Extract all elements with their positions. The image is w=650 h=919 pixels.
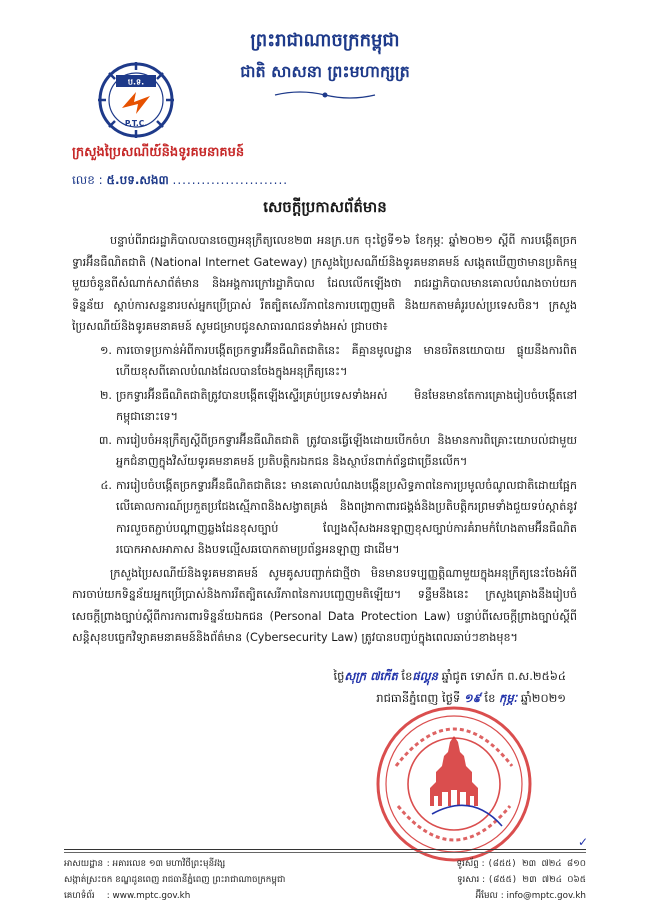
list-item [72, 475, 577, 561]
item-number: ៣. [98, 433, 112, 447]
city-label: រាជធានីភ្នំពេញ ថ្ងៃទី [376, 691, 461, 705]
address-label: អាសយដ្ឋាន [64, 859, 104, 869]
national-motto: ជាតិ សាសនា ព្រះមហាក្សត្រ [240, 62, 410, 81]
item-text: ការរៀបចំបង្កើតច្រកទ្វារអ៊ីនធឺណិតជាតិនេះ មានគោលបំណងបង្កើនប្រសិទ្ធភាពនៃការប្រមូលចំណូលជាតិដោយផ្អែកលើគោលការណ៍ប្រកួតប្រជែងស្មើភាពនិងសង្វាតគ្រង់ និងពង្រាកាពារជង្គង់និងប្រតិបត្តិករព្រមទាំងជួយទប់ស្កាត់នូវការលួចតភ្ជាប់បណ្តាញឆ្លងដែនខុសច្បាប់ ល្បែងស៊ីសងអនឡាញខុសច្បាប់ការគំរាមកំហែងតាមអ៊ីនធឺណិត របោកអាសអាភាស និងបទល្មើសឆបោកតាមប្រព័ន្ធអនឡាញ ជាដើម។ [116, 478, 577, 556]
item-number: ២. [99, 388, 112, 402]
month-label: ខែ [484, 691, 496, 705]
item-text: ការរៀបចំអនុក្រឹត្យស្តីពីច្រកទ្វារអ៊ីនធឺណិតជាតិ ត្រូវបានធ្វើឡើងដោយបើកចំហ និងមានការពិគ្រោះយោបល់ជាមួយអ្នកជំនាញក្នុងវិស័យទូរគមនាគមន៍ ប្រតិបត្តិករឯកជន និងស្ថាប័នពាក់ព័ន្ធជាច្រើនលើក។ [116, 433, 577, 468]
address-value: : អគារលេខ ១៣ មហាវិថីព្រះមុនីវង្ស [106, 859, 226, 869]
month-handwritten: កុម្ភៈ [499, 691, 518, 705]
day-handwritten: ១៩ [463, 691, 481, 705]
tel-label: ទូរស័ព្ទ : [456, 859, 485, 869]
list-item [72, 430, 577, 473]
item-number: ១. [99, 343, 112, 357]
ministry-logo-icon [96, 60, 176, 140]
address-line-2: សង្កាត់ស្រះចក ខណ្ឌដូនពេញ រាជធានីភ្នំពេញ ព្រះរាជាណាចក្រកម្ពុជា [64, 875, 286, 885]
tel-value: (៨៥៥) ២៣ ៧២៤ ៨១០ [487, 859, 586, 869]
lunar-day-handwritten: សុក្រ ៧កើត [344, 669, 398, 683]
item-text: ការចោទប្រកាន់អំពីការបង្កើតច្រកទ្វារអ៊ីនធឺណិតជាតិនេះ គឺគ្មានមូលដ្ឋាន មានចរិតនយោបាយ ផ្ទុយនឹងការពិត ហើយខុសពីគោលបំណងដែលបានចែងក្នុងអនុក្រឹត្យនេះ។ [116, 343, 577, 378]
official-seal-icon [372, 702, 536, 866]
closing-paragraph: ក្រសួងប្រៃសណីយ៍និងទូរគមនាគមន៍ សូមគូសបញ្ជាក់ជាថ្មីថា មិនមានបទប្បញ្ញត្តិណាមួយក្នុងអនុក្រឹត្យនេះចែងអំពីការចាប់យកទិន្នន័យអ្នកប្រើប្រាស់និងការរឹតត្បិតសេរីភាពនៃការបញ្ចេញមតិឡើយ។ ទន្ទឹមនឹងនេះ ក្រសួងគ្រោងនឹងរៀបចំសេចក្តីព្រាងច្បាប់ស្តីពីការការពារទិន្នន័យឯកជន (Personal Data Protection Law) បន្ទាប់ពីសេចក្តីព្រាងច្បាប់ស្តីពីសន្តិសុខបច្ចេកវិទ្យាគមនាគមន៍និងព័ត៌មាន (Cybersecurity Law) ត្រូវបានបញ្ចប់ក្នុងពេលឆាប់ៗខាងមុខ។ [72, 566, 577, 644]
reference-dots: ........................ [172, 173, 289, 187]
email-link[interactable]: info@mptc.gov.kh [506, 891, 586, 901]
logo-bottom-text: P.T.C. [124, 119, 148, 128]
year-text: ឆ្នាំ២០២១ [520, 691, 566, 705]
reference-label: លេខ : [72, 173, 103, 187]
reference-line [72, 172, 288, 190]
logo-top-text: ប.ទ. [127, 77, 145, 87]
points-list [72, 340, 577, 561]
website-label: គេហទំព័រ [64, 891, 95, 901]
lunar-date [333, 665, 566, 687]
footer-divider-thin [64, 852, 586, 853]
reference-number: ៥.បទ.សង៣ [106, 173, 169, 187]
footer-contact-left [64, 856, 285, 904]
press-release-body [72, 230, 577, 651]
lunar-year: ឆ្នាំជូត ទោស័ក ព.ស.២៥៦៤ [441, 669, 566, 683]
lunar-month-label: ខែ [401, 669, 413, 683]
fax-label: ទូរសារ : [456, 875, 486, 885]
item-text: ច្រកទ្វារអ៊ីនធឺណិតជាតិត្រូវបានបង្កើតឡើងស្ទើរគ្រប់ប្រទេសទាំងអស់ មិនមែនមានតែការគ្រោងរៀបចំបង្កើតនៅកម្ពុជានោះទេ។ [116, 388, 577, 423]
list-item [72, 340, 577, 383]
website-link[interactable]: : www.mptc.gov.kh [106, 891, 191, 901]
page-title: សេចក្តីប្រកាសព័ត៌មាន [263, 198, 387, 216]
intro-paragraph: បន្ទាប់ពីរាជរដ្ឋាភិបាលបានចេញអនុក្រឹត្យលេខ២៣ អនក្រ.បក ចុះថ្ងៃទី១៦ ខែកុម្ភៈ ឆ្នាំ២០២១ ស្តីពី ការបង្កើតច្រកទ្វារអ៊ីនធឺណិតជាតិ (National Internet Gateway) ក្រសួងប្រៃសណីយ៍និងទូរគមនាគមន៍ សង្កេតឃើញថាមានប្រតិកម្មមួយចំនួនពីសំណាក់សាព័ត៌មាន និងអង្គការក្រៅរដ្ឋាភិបាល ដែលលើកឡើងថា រាជរដ្ឋាភិបាលមានគោលបំណងចាប់យកទិន្នន័យ ស្តាប់ការសន្ទនារបស់អ្នកប្រើប្រាស់ រឹតត្បិតសេរីភាពនៃការបញ្ចេញមតិ និងយកតាមគំរូរបស់ប្រទេសចិន។ ក្រសួងប្រៃសណីយ៍និងទូរគមនាគមន៍ សូមជម្រាបជូនសាធារណជនទាំងអស់ ជ្រាបថា៖ [72, 234, 577, 333]
footer-contact-right [457, 856, 586, 904]
ministry-name: ក្រសួងប្រៃសណីយ៍និងទូរគមនាគមន៍ [72, 145, 245, 160]
list-item [72, 385, 577, 428]
fax-value: (៨៥៥) ២៣ ៧២៤ ០៦៥ [487, 875, 586, 885]
lunar-prefix: ថ្ងៃ [333, 669, 345, 683]
footer-divider [64, 849, 586, 850]
initial-mark-icon: ✓ [577, 835, 588, 849]
kingdom-title: ព្រះរាជាណាចក្រកម្ពុជា [250, 30, 400, 51]
item-number: ៤. [100, 478, 112, 492]
email-label: អ៊ីមែល : [475, 891, 504, 901]
lunar-month-handwritten: ផល្គុន [412, 669, 438, 683]
ornament-divider-icon [270, 89, 380, 101]
